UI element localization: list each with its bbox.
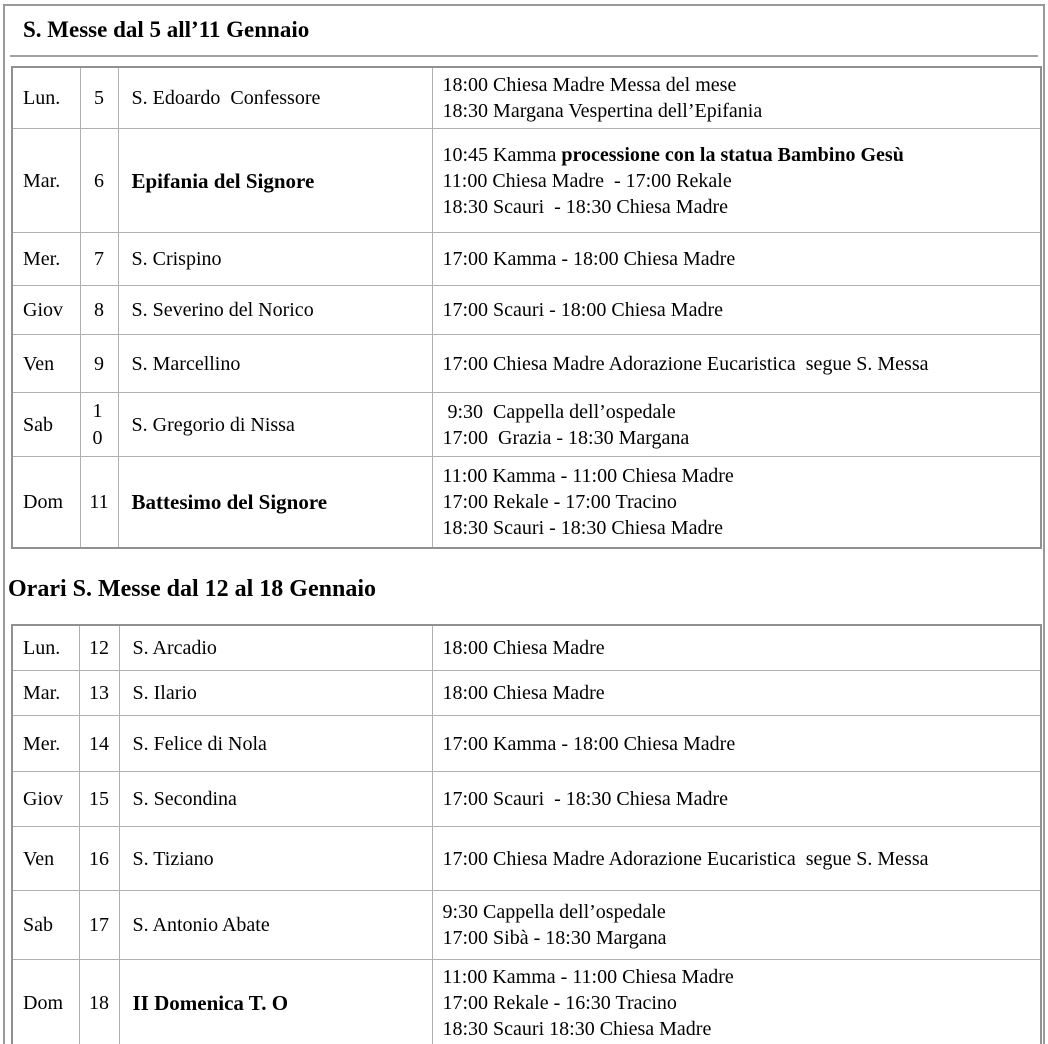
saint-cell: S. Arcadio <box>119 625 432 671</box>
date-number: 11 <box>89 490 109 513</box>
day-cell: Mer. <box>12 716 79 772</box>
saint-cell: S. Marcellino <box>118 335 432 393</box>
mass-time-text: 17:00 Grazia - 18:30 Margana <box>442 426 690 449</box>
day-cell: Ven <box>12 335 80 393</box>
mass-time-line <box>443 297 1035 323</box>
date-cell <box>80 393 118 457</box>
mass-time-text: 18:00 Chiesa Madre <box>442 682 605 704</box>
mass-time-text: 17:00 Rekale - 16:30 Tracino <box>442 992 677 1014</box>
schedule-table-week1-body <box>12 67 1041 548</box>
saint-cell: S. Felice di Nola <box>119 716 432 772</box>
times-cell <box>432 960 1041 1044</box>
mass-time-line <box>443 680 1035 706</box>
mass-time-text: 17:00 Scauri - 18:00 Chiesa Madre <box>442 299 723 321</box>
mass-time-text: 18:00 Chiesa Madre <box>442 636 605 659</box>
times-cell <box>432 286 1041 335</box>
times-cell <box>432 233 1041 286</box>
date-number: 10 <box>92 399 103 449</box>
date-cell <box>80 335 118 393</box>
table-row <box>12 716 1041 772</box>
week1-title: S. Messe dal 5 all’11 Gennaio <box>23 17 310 42</box>
date-cell <box>79 716 119 772</box>
day-cell: Giov <box>12 286 80 335</box>
day-cell: Mer. <box>12 233 80 286</box>
times-cell <box>432 772 1041 827</box>
date-cell <box>80 457 118 548</box>
mass-time-text: 10:45 Kamma <box>442 143 562 166</box>
date-cell <box>80 67 118 129</box>
saint-cell: S. Edoardo Confessore <box>118 67 432 129</box>
mass-time-text: 18:30 Margana Vespertina dell’Epifania <box>442 100 763 122</box>
mass-time-text: 11:00 Kamma - 11:00 Chiesa Madre <box>442 966 734 988</box>
saint-cell: S. Gregorio di Nissa <box>118 393 432 457</box>
date-cell <box>79 625 119 671</box>
saint-cell: S. Secondina <box>119 772 432 827</box>
date-number: 9 <box>94 352 104 375</box>
mass-time-text: 11:00 Kamma - 11:00 Chiesa Madre <box>442 464 734 487</box>
date-number: 17 <box>89 914 109 936</box>
day-cell: Lun. <box>12 625 79 671</box>
table-row <box>12 671 1041 716</box>
date-cell <box>80 286 118 335</box>
date-cell <box>79 827 119 891</box>
mass-time-line <box>443 786 1035 812</box>
mass-time-text: 9:30 Cappella dell’ospedale <box>442 901 666 923</box>
mass-time-text: 17:00 Rekale - 17:00 Tracino <box>442 490 677 513</box>
table-row <box>12 772 1041 827</box>
mass-time-line <box>443 351 1035 377</box>
date-number: 16 <box>89 847 109 870</box>
mass-time-text: 17:00 Sibà - 18:30 Margana <box>442 927 667 949</box>
date-number: 15 <box>89 788 109 810</box>
mass-time-text: 9:30 Cappella dell’ospedale <box>442 400 676 423</box>
times-cell <box>432 625 1041 671</box>
feast-cell: Epifania del Signore <box>118 129 432 233</box>
feast-cell: II Domenica T. O <box>119 960 432 1044</box>
times-cell <box>432 393 1041 457</box>
saint-cell: S. Severino del Norico <box>118 286 432 335</box>
mass-time-text: 18:00 Chiesa Madre Messa del mese <box>442 74 737 96</box>
date-cell <box>79 671 119 716</box>
mass-time-line <box>443 425 1035 451</box>
table-row <box>12 335 1041 393</box>
day-cell: Mar. <box>12 671 79 716</box>
mass-time-line <box>443 925 1035 951</box>
day-cell: Dom <box>12 457 80 548</box>
table-row <box>12 457 1041 548</box>
table-row <box>12 233 1041 286</box>
times-cell <box>432 67 1041 129</box>
saint-cell: S. Ilario <box>119 671 432 716</box>
mass-time-text: 17:00 Kamma - 18:00 Chiesa Madre <box>442 732 736 755</box>
mass-time-line <box>443 899 1035 925</box>
week1-title-box <box>10 2 1038 57</box>
date-cell <box>79 772 119 827</box>
saint-cell: S. Crispino <box>118 233 432 286</box>
feast-cell: Battesimo del Signore <box>118 457 432 548</box>
date-cell <box>79 891 119 960</box>
date-number: 7 <box>94 248 104 270</box>
mass-time-line <box>443 964 1035 990</box>
mass-time-line <box>443 515 1035 541</box>
day-cell: Sab <box>12 393 80 457</box>
date-number: 5 <box>94 87 104 109</box>
date-cell <box>80 233 118 286</box>
mass-time-text: 17:00 Chiesa Madre Adorazione Eucaristica segue S. Messa <box>442 352 929 375</box>
times-cell <box>432 891 1041 960</box>
table-row <box>12 286 1041 335</box>
times-cell <box>432 129 1041 233</box>
saint-cell: S. Antonio Abate <box>119 891 432 960</box>
mass-time-text: 17:00 Scauri - 18:30 Chiesa Madre <box>442 788 728 810</box>
mass-time-line <box>443 142 1035 168</box>
date-cell <box>79 960 119 1044</box>
table-row <box>12 625 1041 671</box>
mass-time-line <box>443 399 1035 425</box>
day-cell: Sab <box>12 891 79 960</box>
date-number: 18 <box>89 992 109 1014</box>
table-row <box>12 393 1041 457</box>
mass-time-bold-text: processione con la statua Bambino Gesù <box>561 143 904 166</box>
saint-cell: S. Tiziano <box>119 827 432 891</box>
times-cell <box>432 671 1041 716</box>
mass-time-text: 11:00 Chiesa Madre - 17:00 Rekale <box>442 169 732 192</box>
date-number: 13 <box>89 682 109 704</box>
date-number: 14 <box>89 732 109 755</box>
mass-time-text: 17:00 Kamma - 18:00 Chiesa Madre <box>442 248 736 270</box>
mass-time-line <box>443 1016 1035 1042</box>
mass-time-text: 17:00 Chiesa Madre Adorazione Eucaristica segue S. Messa <box>442 847 929 870</box>
day-cell: Mar. <box>12 129 80 233</box>
mass-time-text: 18:30 Scauri 18:30 Chiesa Madre <box>442 1018 712 1040</box>
day-cell: Giov <box>12 772 79 827</box>
mass-time-line <box>443 635 1035 661</box>
mass-time-line <box>443 72 1035 98</box>
page-content <box>0 2 1048 1044</box>
mass-time-line <box>443 731 1035 757</box>
schedule-table-week2-body <box>12 625 1041 1044</box>
schedule-table-week2 <box>11 624 1042 1044</box>
mass-time-line <box>443 168 1035 194</box>
day-cell: Lun. <box>12 67 80 129</box>
date-number: 8 <box>94 299 104 321</box>
mass-time-line <box>443 194 1035 220</box>
mass-time-line <box>443 246 1035 272</box>
date-number: 12 <box>89 636 109 659</box>
mass-time-line <box>443 990 1035 1016</box>
times-cell <box>432 457 1041 548</box>
table-row <box>12 67 1041 129</box>
date-number: 6 <box>94 169 104 192</box>
table-row <box>12 891 1041 960</box>
table-row <box>12 960 1041 1044</box>
mass-time-text: 18:30 Scauri - 18:30 Chiesa Madre <box>442 195 728 218</box>
date-cell <box>80 129 118 233</box>
mass-time-text: 18:30 Scauri - 18:30 Chiesa Madre <box>442 516 723 539</box>
schedule-table-week1 <box>11 66 1042 549</box>
table-row <box>12 827 1041 891</box>
times-cell <box>432 716 1041 772</box>
mass-time-line <box>443 489 1035 515</box>
times-cell <box>432 335 1041 393</box>
week2-title: Orari S. Messe dal 12 al 18 Gennaio <box>8 575 376 602</box>
table-row <box>12 129 1041 233</box>
times-cell <box>432 827 1041 891</box>
day-cell: Ven <box>12 827 79 891</box>
day-cell: Dom <box>12 960 79 1044</box>
mass-time-line <box>443 463 1035 489</box>
bulletin-page <box>0 2 1048 1044</box>
mass-time-line <box>443 846 1035 872</box>
mass-time-line <box>443 98 1035 124</box>
